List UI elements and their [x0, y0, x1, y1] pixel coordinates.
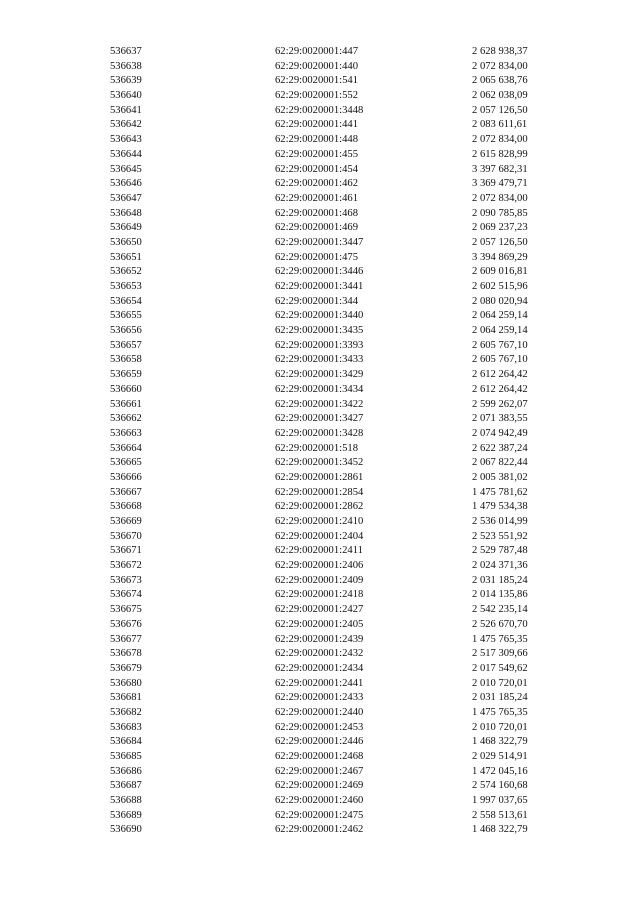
- cadastral-value: 2 609 016,81: [472, 266, 528, 278]
- table-row: [0, 559, 640, 574]
- row-number: 536675: [110, 604, 142, 616]
- table-row: [0, 427, 640, 442]
- table-row: [0, 574, 640, 589]
- row-number: 536644: [110, 148, 142, 160]
- table-row: [0, 530, 640, 545]
- cadastral-value: 2 062 038,09: [472, 90, 528, 102]
- cadastral-value: 3 369 479,71: [472, 178, 528, 190]
- row-number: 536643: [110, 134, 142, 146]
- cadastral-value: 2 024 371,36: [472, 560, 528, 572]
- row-number: 536638: [110, 60, 142, 72]
- cadastral-value: 3 394 869,29: [472, 251, 528, 263]
- row-number: 536684: [110, 736, 142, 748]
- cadastral-value: 2 574 160,68: [472, 780, 528, 792]
- table-row: [0, 118, 640, 133]
- table-row: [0, 412, 640, 427]
- cadastral-value: 2 010 720,01: [472, 677, 528, 689]
- table-row: [0, 735, 640, 750]
- cadastral-number: 62:29:0020001:2467: [275, 765, 364, 777]
- table-row: [0, 163, 640, 178]
- table-row: [0, 486, 640, 501]
- table-row: [0, 309, 640, 324]
- cadastral-number: 62:29:0020001:475: [275, 251, 358, 263]
- cadastral-value: 2 558 513,61: [472, 809, 528, 821]
- table-row: [0, 779, 640, 794]
- row-number: 536671: [110, 545, 142, 557]
- row-number: 536648: [110, 207, 142, 219]
- cadastral-value: 1 997 037,65: [472, 795, 528, 807]
- table-row: [0, 706, 640, 721]
- row-number: 536661: [110, 398, 142, 410]
- cadastral-number: 62:29:0020001:461: [275, 192, 358, 204]
- table-row: [0, 398, 640, 413]
- cadastral-value: 2 542 235,14: [472, 604, 528, 616]
- table-row: [0, 677, 640, 692]
- table-row: [0, 45, 640, 60]
- cadastral-number: 62:29:0020001:2862: [275, 501, 364, 513]
- cadastral-number: 62:29:0020001:552: [275, 90, 358, 102]
- table-row: [0, 809, 640, 824]
- cadastral-value: 2 010 720,01: [472, 721, 528, 733]
- table-row: [0, 823, 640, 838]
- table-row: [0, 750, 640, 765]
- cadastral-number: 62:29:0020001:3433: [275, 354, 364, 366]
- cadastral-value: 2 083 611,61: [472, 119, 528, 131]
- row-number: 536674: [110, 589, 142, 601]
- cadastral-value: 2 064 259,14: [472, 325, 528, 337]
- table-row: [0, 633, 640, 648]
- table-row: [0, 662, 640, 677]
- cadastral-value: 2 074 942,49: [472, 427, 528, 439]
- cadastral-value: 2 615 828,99: [472, 148, 528, 160]
- cadastral-number: 62:29:0020001:462: [275, 178, 358, 190]
- cadastral-number: 62:29:0020001:2432: [275, 648, 364, 660]
- cadastral-value: 2 071 383,55: [472, 413, 528, 425]
- cadastral-value: 2 602 515,96: [472, 281, 528, 292]
- cadastral-number: 62:29:0020001:2469: [275, 780, 364, 792]
- cadastral-value: 2 080 020,94: [472, 295, 528, 307]
- row-number: 536656: [110, 325, 142, 337]
- cadastral-number: 62:29:0020001:2427: [275, 604, 364, 616]
- cadastral-value: 1 468 322,79: [472, 736, 528, 748]
- cadastral-number: 62:29:0020001:518: [275, 442, 358, 454]
- cadastral-value: 2 072 834,00: [472, 134, 528, 146]
- row-number: 536639: [110, 75, 142, 87]
- cadastral-value: 1 468 322,79: [472, 824, 528, 836]
- cadastral-number: 62:29:0020001:3452: [275, 457, 364, 469]
- row-number: 536670: [110, 530, 142, 542]
- cadastral-value: 2 005 381,02: [472, 471, 528, 483]
- row-number: 536640: [110, 90, 142, 102]
- cadastral-number: 62:29:0020001:2434: [275, 662, 364, 674]
- cadastral-value: 2 536 014,99: [472, 516, 528, 527]
- table-row: [0, 618, 640, 633]
- table-row: [0, 74, 640, 89]
- cadastral-value: 2 605 767,10: [472, 354, 528, 366]
- cadastral-value: 2 064 259,14: [472, 310, 528, 322]
- cadastral-value: 2 526 670,70: [472, 618, 528, 630]
- cadastral-value: 2 628 938,37: [472, 46, 528, 57]
- row-number: 536662: [110, 413, 142, 425]
- row-number: 536642: [110, 119, 142, 131]
- table-row: [0, 133, 640, 148]
- cadastral-value: 2 517 309,66: [472, 648, 528, 660]
- cadastral-number: 62:29:0020001:3435: [275, 325, 364, 337]
- table-row: [0, 251, 640, 266]
- cadastral-number: 62:29:0020001:2405: [275, 618, 364, 630]
- cadastral-value: 2 057 126,50: [472, 236, 528, 248]
- table-row: [0, 765, 640, 780]
- table-row: [0, 353, 640, 368]
- data-table: [0, 45, 640, 838]
- row-number: 536685: [110, 751, 142, 762]
- row-number: 536676: [110, 618, 142, 630]
- cadastral-value: 2 090 785,85: [472, 207, 528, 219]
- row-number: 536687: [110, 780, 142, 792]
- table-row: [0, 148, 640, 163]
- table-row: [0, 192, 640, 207]
- cadastral-number: 62:29:0020001:3428: [275, 427, 364, 439]
- table-row: [0, 295, 640, 310]
- cadastral-number: 62:29:0020001:2411: [275, 545, 363, 557]
- cadastral-number: 62:29:0020001:2439: [275, 633, 364, 645]
- cadastral-number: 62:29:0020001:3429: [275, 369, 364, 381]
- table-row: [0, 383, 640, 398]
- row-number: 536659: [110, 369, 142, 381]
- cadastral-number: 62:29:0020001:2475: [275, 809, 364, 821]
- row-number: 536637: [110, 46, 142, 57]
- cadastral-number: 62:29:0020001:2861: [275, 471, 364, 483]
- table-row: [0, 221, 640, 236]
- cadastral-value: 2 612 264,42: [472, 369, 528, 381]
- table-row: [0, 500, 640, 515]
- row-number: 536672: [110, 560, 142, 572]
- cadastral-number: 62:29:0020001:440: [275, 60, 358, 72]
- cadastral-value: 1 475 765,35: [472, 706, 528, 718]
- table-row: [0, 515, 640, 530]
- cadastral-number: 62:29:0020001:344: [275, 295, 358, 307]
- cadastral-number: 62:29:0020001:3447: [275, 236, 364, 248]
- table-row: [0, 177, 640, 192]
- cadastral-value: 2 599 262,07: [472, 398, 528, 410]
- row-number: 536690: [110, 824, 142, 836]
- cadastral-number: 62:29:0020001:2410: [275, 516, 364, 527]
- cadastral-number: 62:29:0020001:455: [275, 148, 358, 160]
- cadastral-value: 2 612 264,42: [472, 383, 528, 395]
- cadastral-value: 2 067 822,44: [472, 457, 528, 469]
- cadastral-number: 62:29:0020001:2854: [275, 486, 364, 498]
- cadastral-number: 62:29:0020001:2460: [275, 795, 364, 807]
- table-row: [0, 442, 640, 457]
- row-number: 536658: [110, 354, 142, 366]
- table-row: [0, 207, 640, 222]
- row-number: 536689: [110, 809, 142, 821]
- cadastral-value: 2 072 834,00: [472, 60, 528, 72]
- cadastral-value: 2 031 185,24: [472, 692, 528, 704]
- row-number: 536673: [110, 574, 142, 586]
- row-number: 536668: [110, 501, 142, 513]
- table-row: [0, 339, 640, 354]
- row-number: 536681: [110, 692, 142, 704]
- cadastral-value: 2 529 787,48: [472, 545, 528, 557]
- row-number: 536677: [110, 633, 142, 645]
- cadastral-value: 2 057 126,50: [472, 104, 528, 116]
- cadastral-value: 2 069 237,23: [472, 222, 528, 234]
- cadastral-number: 62:29:0020001:3446: [275, 266, 364, 278]
- cadastral-number: 62:29:0020001:3393: [275, 339, 364, 351]
- row-number: 536647: [110, 192, 142, 204]
- table-row: [0, 603, 640, 618]
- row-number: 536654: [110, 295, 142, 307]
- cadastral-value: 1 475 781,62: [472, 486, 528, 498]
- row-number: 536683: [110, 721, 142, 733]
- row-number: 536649: [110, 222, 142, 234]
- table-row: [0, 324, 640, 339]
- cadastral-value: 2 072 834,00: [472, 192, 528, 204]
- cadastral-value: 2 029 514,91: [472, 751, 528, 762]
- row-number: 536650: [110, 236, 142, 248]
- cadastral-number: 62:29:0020001:3448: [275, 104, 364, 116]
- table-row: [0, 368, 640, 383]
- cadastral-value: 1 475 765,35: [472, 633, 528, 645]
- table-row: [0, 89, 640, 104]
- table-row: [0, 588, 640, 603]
- cadastral-value: 2 523 551,92: [472, 530, 528, 542]
- cadastral-number: 62:29:0020001:448: [275, 134, 358, 146]
- cadastral-number: 62:29:0020001:2453: [275, 721, 364, 733]
- table-row: [0, 456, 640, 471]
- cadastral-value: 3 397 682,31: [472, 163, 528, 175]
- row-number: 536641: [110, 104, 142, 116]
- row-number: 536682: [110, 706, 142, 718]
- row-number: 536688: [110, 795, 142, 807]
- cadastral-value: 2 031 185,24: [472, 574, 528, 586]
- row-number: 536652: [110, 266, 142, 278]
- cadastral-number: 62:29:0020001:2418: [275, 589, 364, 601]
- table-row: [0, 236, 640, 251]
- row-number: 536657: [110, 339, 142, 351]
- table-row: [0, 647, 640, 662]
- cadastral-value: 1 472 045,16: [472, 765, 528, 777]
- table-row: [0, 60, 640, 75]
- cadastral-value: 2 605 767,10: [472, 339, 528, 351]
- table-row: [0, 280, 640, 295]
- row-number: 536653: [110, 281, 142, 292]
- cadastral-number: 62:29:0020001:2433: [275, 692, 364, 704]
- cadastral-number: 62:29:0020001:3434: [275, 383, 364, 395]
- row-number: 536645: [110, 163, 142, 175]
- cadastral-number: 62:29:0020001:469: [275, 222, 358, 234]
- cadastral-number: 62:29:0020001:2409: [275, 574, 364, 586]
- cadastral-number: 62:29:0020001:2404: [275, 530, 364, 542]
- row-number: 536651: [110, 251, 142, 263]
- row-number: 536664: [110, 442, 142, 454]
- cadastral-number: 62:29:0020001:2440: [275, 706, 364, 718]
- table-row: [0, 721, 640, 736]
- cadastral-number: 62:29:0020001:2468: [275, 751, 364, 762]
- row-number: 536646: [110, 178, 142, 190]
- cadastral-number: 62:29:0020001:2446: [275, 736, 364, 748]
- cadastral-value: 2 622 387,24: [472, 442, 528, 454]
- cadastral-value: 1 479 534,38: [472, 501, 528, 513]
- cadastral-number: 62:29:0020001:2441: [275, 677, 364, 689]
- cadastral-value: 2 014 135,86: [472, 589, 528, 601]
- cadastral-number: 62:29:0020001:441: [275, 119, 358, 131]
- row-number: 536655: [110, 310, 142, 322]
- cadastral-number: 62:29:0020001:3440: [275, 310, 364, 322]
- cadastral-number: 62:29:0020001:2462: [275, 824, 364, 836]
- table-row: [0, 544, 640, 559]
- row-number: 536666: [110, 471, 142, 483]
- row-number: 536660: [110, 383, 142, 395]
- row-number: 536667: [110, 486, 142, 498]
- cadastral-number: 62:29:0020001:3427: [275, 413, 364, 425]
- row-number: 536663: [110, 427, 142, 439]
- cadastral-number: 62:29:0020001:454: [275, 163, 358, 175]
- cadastral-number: 62:29:0020001:541: [275, 75, 358, 87]
- table-row: [0, 794, 640, 809]
- table-row: [0, 471, 640, 486]
- cadastral-number: 62:29:0020001:468: [275, 207, 358, 219]
- row-number: 536686: [110, 765, 142, 777]
- row-number: 536665: [110, 457, 142, 469]
- cadastral-number: 62:29:0020001:3422: [275, 398, 364, 410]
- cadastral-number: 62:29:0020001:447: [275, 46, 358, 57]
- cadastral-number: 62:29:0020001:3441: [275, 281, 364, 292]
- row-number: 536678: [110, 648, 142, 660]
- table-row: [0, 265, 640, 280]
- table-row: [0, 691, 640, 706]
- row-number: 536679: [110, 662, 142, 674]
- cadastral-value: 2 065 638,76: [472, 75, 528, 87]
- table-row: [0, 104, 640, 119]
- cadastral-number: 62:29:0020001:2406: [275, 560, 364, 572]
- row-number: 536669: [110, 516, 142, 527]
- cadastral-value: 2 017 549,62: [472, 662, 528, 674]
- row-number: 536680: [110, 677, 142, 689]
